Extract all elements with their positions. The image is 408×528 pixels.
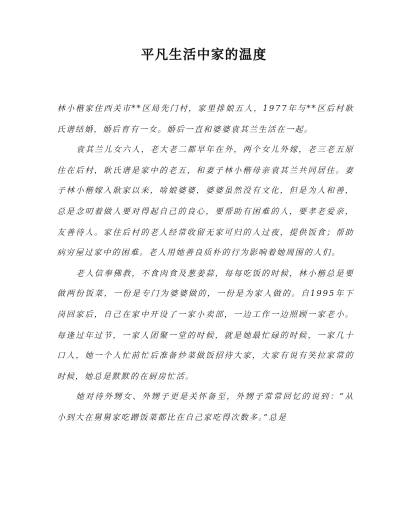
paragraph: 袁其兰儿女六人，老大老二都早年在外，两个女儿外嫁，老三老五原住在后村，耿氏谱是家中的老五，和妻子林小楷母亲袁其兰共同居住。妻子林小楷嫁入耿家以来，啥娘婆婆，婆婆虽然没有文化，但是为人和善，总是念叨着做人要对得起自己的良心，要帮助有困难的人，要孝老爱亲，友善待人。家住后村的老人经常收留无家可归的人过夜，提供饭食；帮助病穷屋过家中的困难。老人用她善良质朴的行为影响着她周围的人们。 bbox=[57, 145, 354, 258]
document-body bbox=[57, 99, 354, 429]
document-title: 平凡生活中家的温度 bbox=[140, 48, 267, 63]
paragraph: 老人信奉佛教，不食肉食及葱姜蒜，每每吃饭的时候，林小楷总是要做两份饭菜，一份是专门为婆婆做的，一份是为家人做的。自1995年下岗回家后，自己在家中开设了一家小卖部，一边工作一边照顾一家老小。每逢过年过节，一家人团聚一堂的时候，就是她最忙碌的时候，一家几十口人，她一个人忙前忙后准备炒菜做饭招待大家，大家有说有笑拉家常的时候，她总是默默的在厨房忙活。 bbox=[57, 268, 354, 381]
paragraph: 林小楷家住西关市**区局先门村，家里排娘五人，1977年与**区后村耿氏谱结婚，婚后育有一女。婚后一直和婆婆袁其兰生活在一起。 bbox=[57, 104, 354, 134]
paragraph: 她对待外甥女、外甥子更是关怀备至，外甥子常常回忆的说到：“从小到大在舅舅家吃蹭饭菜都比在自己家吃得次数多。”总是 bbox=[57, 392, 354, 422]
